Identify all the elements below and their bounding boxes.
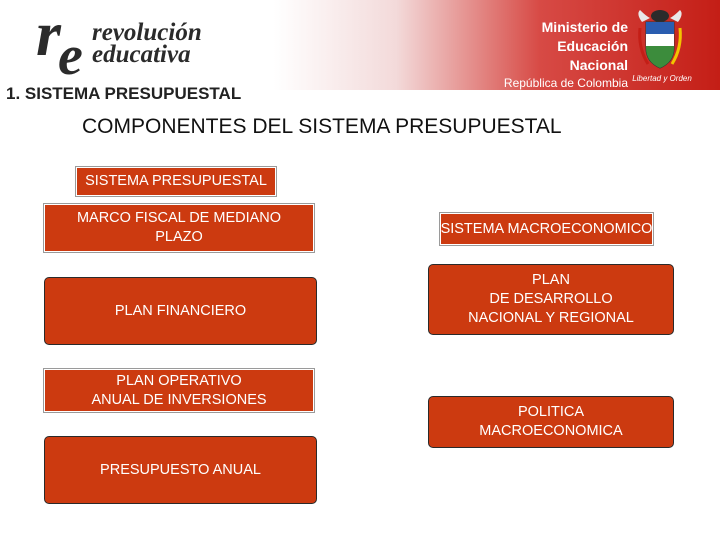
- logo-text-educativa: educativa: [92, 41, 191, 68]
- section-title: 1. SISTEMA PRESUPUESTAL: [6, 84, 242, 103]
- logo-letter-e: e: [58, 25, 83, 87]
- logo-text-revolucion: revolución: [92, 19, 202, 46]
- plan-financiero-box: PLAN FINANCIERO: [44, 277, 317, 345]
- ministry-line-1: Ministerio de: [541, 19, 628, 35]
- header-banner: [0, 0, 720, 90]
- sistema-macroeconomico-box: SISTEMA MACROECONOMICO: [440, 213, 653, 245]
- ministry-line-3: República de Colombia: [503, 76, 628, 90]
- plan-operativo-box: PLAN OPERATIVO ANUAL DE INVERSIONES: [44, 369, 314, 412]
- page-title: COMPONENTES DEL SISTEMA PRESUPUESTAL: [82, 115, 562, 138]
- logo-letter-r: r: [36, 0, 61, 69]
- motto-text: Libertad y Orden: [632, 74, 692, 83]
- colombia-coat-of-arms-icon: [636, 8, 684, 72]
- presupuesto-anual-box: PRESUPUESTO ANUAL: [44, 436, 317, 504]
- marco-fiscal-box: MARCO FISCAL DE MEDIANO PLAZO: [44, 204, 314, 252]
- ministry-line-2: Educación Nacional: [557, 38, 628, 73]
- ministry-name: [500, 18, 628, 91]
- plan-desarrollo-box: PLAN DE DESARROLLO NACIONAL Y REGIONAL: [428, 264, 674, 335]
- revolucion-educativa-logo: [30, 0, 202, 87]
- sistema-presupuestal-box: SISTEMA PRESUPUESTAL: [76, 167, 276, 196]
- politica-macroeconomica-box: POLITICA MACROECONOMICA: [428, 396, 674, 448]
